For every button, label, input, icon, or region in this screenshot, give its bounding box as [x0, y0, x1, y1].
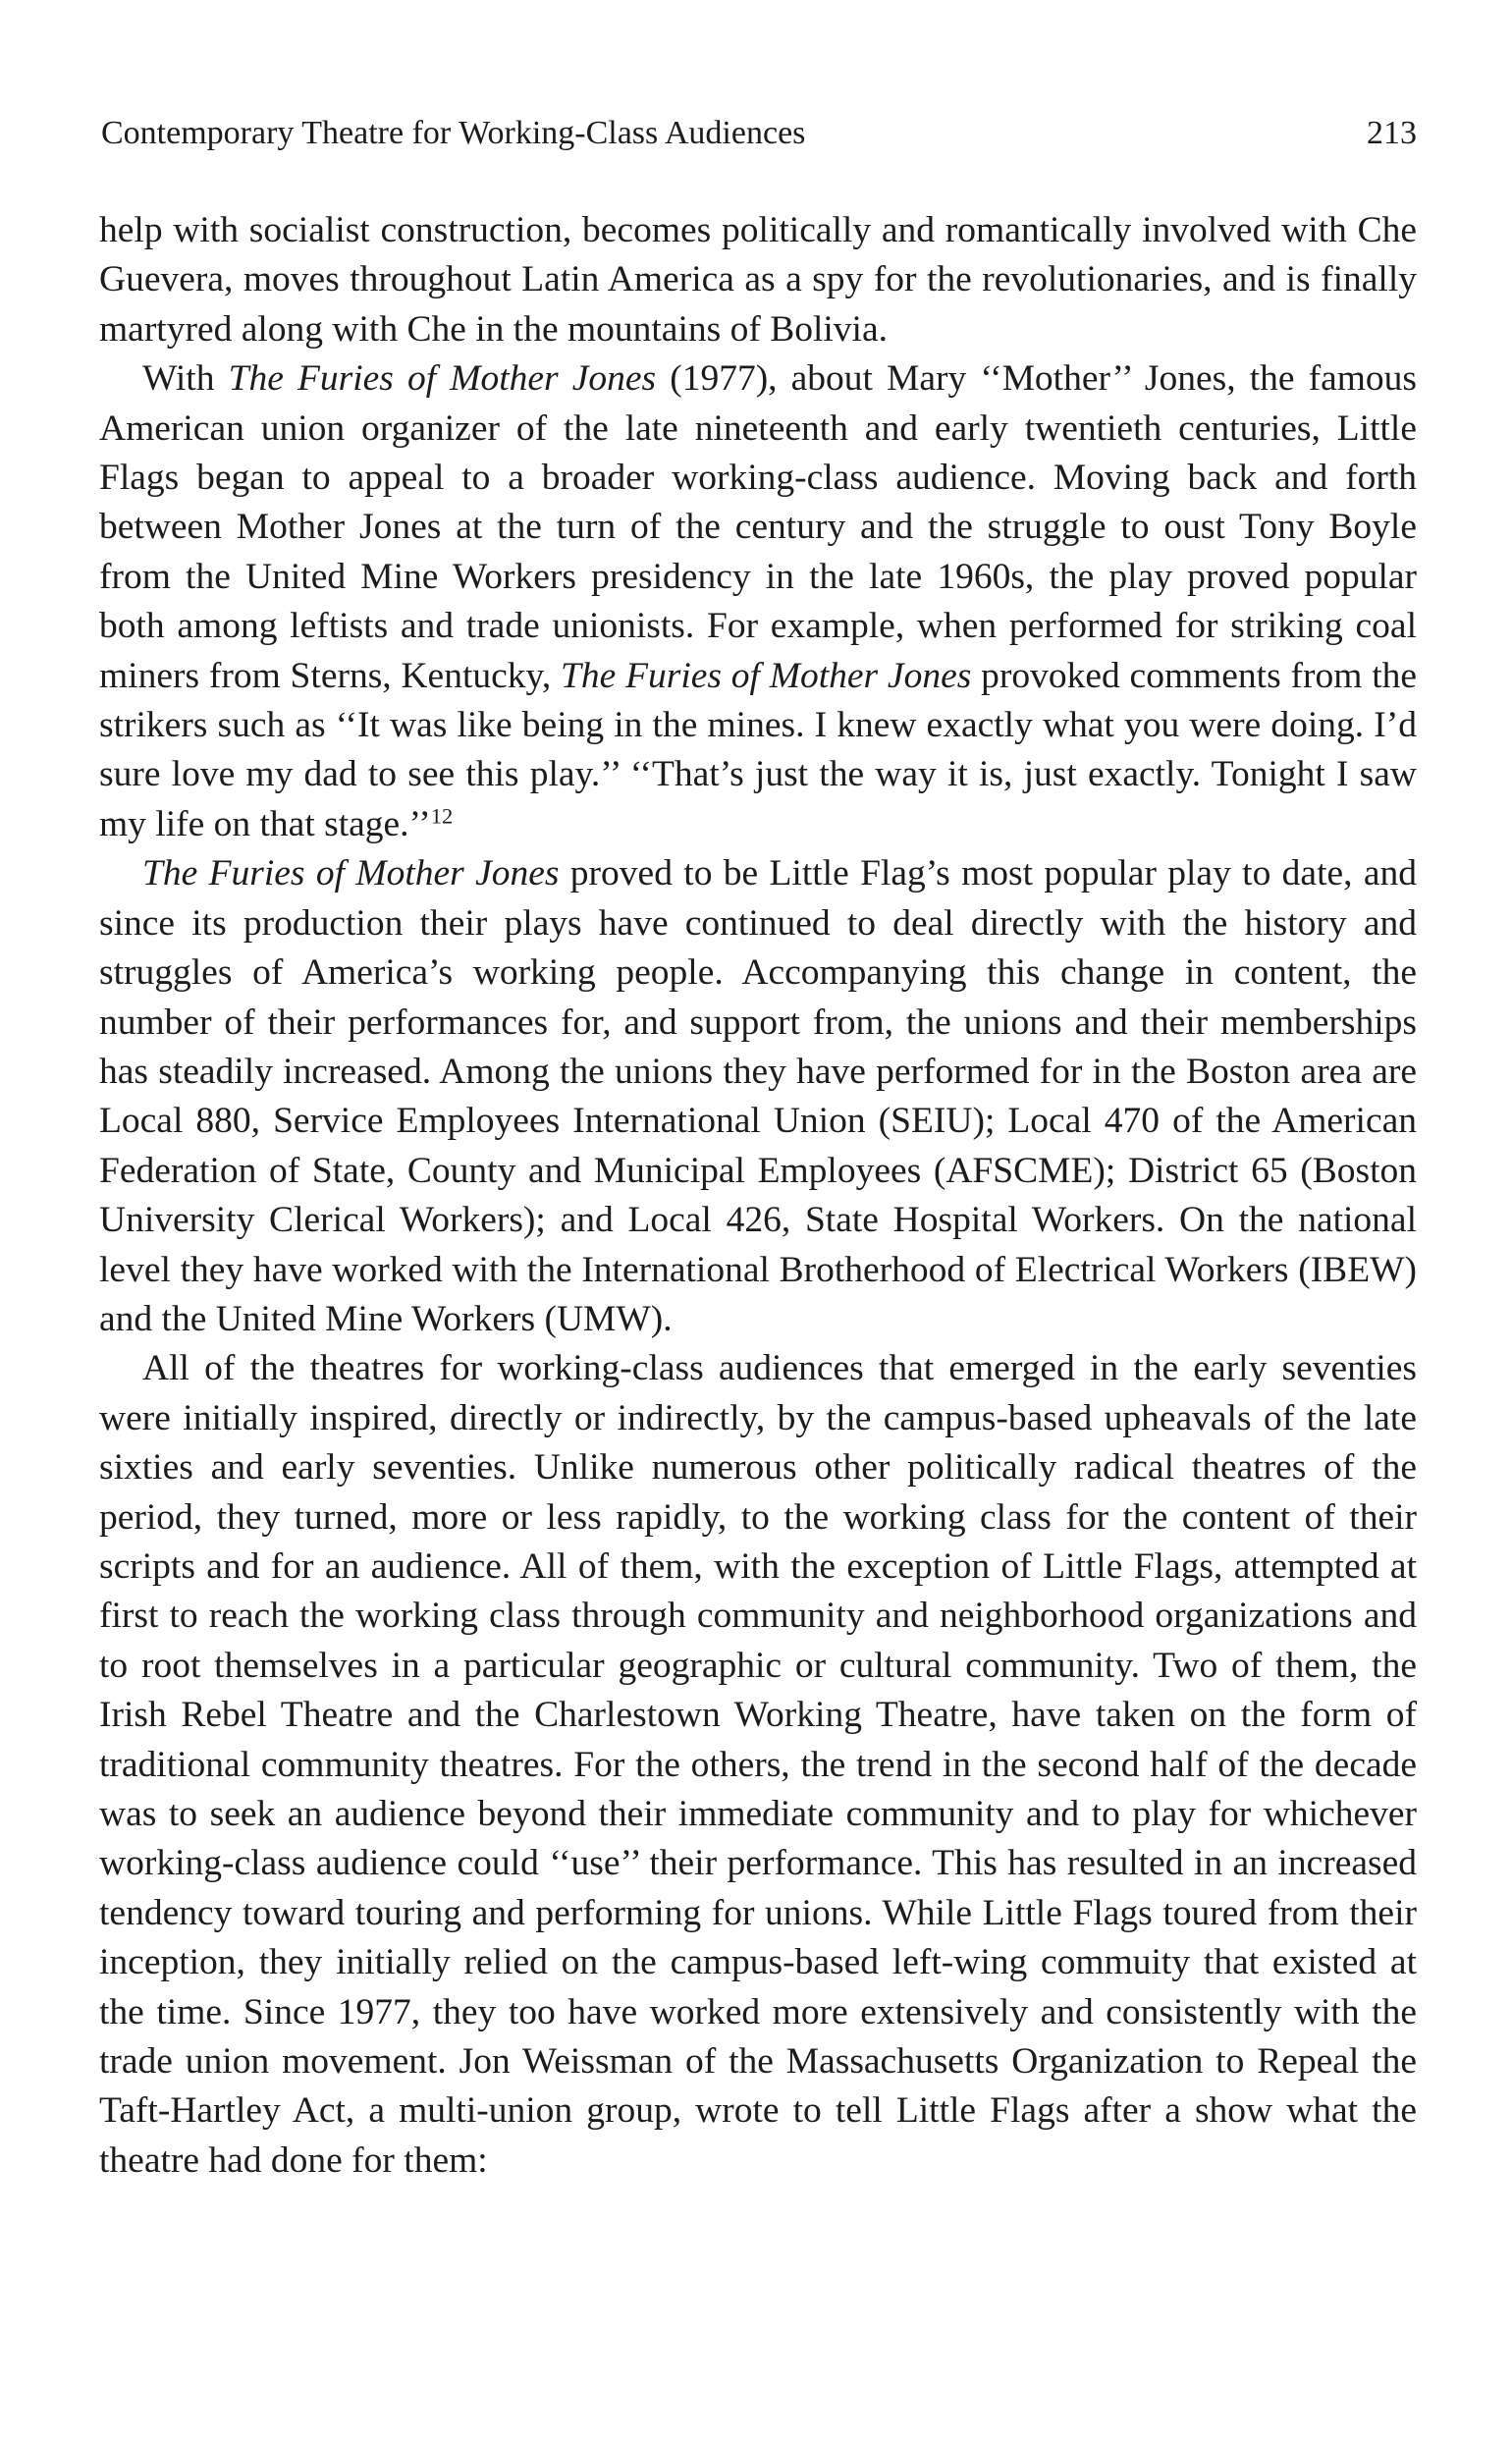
paragraph-4 — [99, 1344, 1417, 2186]
paragraph-2-text-a: (1977), about Mary ‘‘Mother’’ Jones, the famous American union organizer of the late nineteenth and early twentieth centuries, Little Flags began to appeal to a broader working-class audience. Moving back and forth between Mother Jones at the turn of the century and the struggle to oust Tony Boyle from the United Mine Workers presidency in the late 1960s, the play proved popular both among leftists and trade unionists. For example, when performed for striking coal miners from Sterns, Kentucky, — [99, 358, 1418, 696]
running-header — [101, 110, 1417, 157]
running-title: Contemporary Theatre for Working-Class Audiences — [101, 115, 806, 151]
page-number: 213 — [1367, 115, 1417, 151]
paragraph-1 — [99, 206, 1417, 354]
play-title: The Furies of Mother Jones — [142, 853, 560, 894]
paragraph-3 — [99, 849, 1417, 1344]
play-title: The Furies of Mother Jones — [228, 358, 657, 400]
paragraph-2 — [99, 354, 1417, 849]
paragraph-2-text-b: provoked comments from the strikers such as ‘‘It was like being in the mines. I knew exactly what you were doing. I’d sure love my dad to see this play.’’ ‘‘That’s just the way it is, just exactly. Tonight I saw my life on that stage.’’ — [99, 655, 1418, 844]
paragraph-2-lead: With — [142, 358, 229, 400]
paragraph-4-text: All of the theatres for working-class audiences that emerged in the early seventies were initially inspired, directly or indirectly, by the campus-based upheavals of the late sixties and early seventies. Unlike numerous other politically radical theatres of the period, they turned, more or less rapidly, to the working class for the content of their scripts and for an audience. All of them, with the exception of Little Flags, attempted at first to reach the working class through community and neighborhood organizations and to root themselves in a particular geographic or cultural community. Two of them, the Irish Rebel Theatre and the Charlestown Working Theatre, have taken on the form of traditional community theatres. For the others, the trend in the second half of the decade was to seek an audience beyond their immediate community and to play for whichever working-class audience could ‘‘use’’ their performance. This has resulted in an increased tendency toward touring and performing for unions. While Little Flags toured from their inception, they initially relied on the campus-based left-wing commuity that existed at the time. Since 1977, they too have worked more extensively and consistently with the trade union movement. Jon Weissman of the Massachusetts Organization to Repeal the Taft-Hartley Act, a multi-union group, wrote to tell Little Flags after a show what the theatre had done for them: — [99, 1348, 1417, 2181]
paragraph-3-text: proved to be Little Flag’s most popular play to date, and since its production their plays have continued to deal directly with the history and struggles of America’s working people. Accompanying this change in content, the number of their performances for, and support from, the unions and their memberships has steadily increased. Among the unions they have performed for in the Boston area are Local 880, Service Employees International Union (SEIU); Local 470 of the American Federation of State, County and Municipal Employees (AFSCME); District 65 (Boston University Clerical Workers); and Local 426, State Hospital Workers. On the national level they have worked with the International Brotherhood of Electrical Workers (IBEW) and the United Mine Workers (UMW). — [99, 853, 1417, 1339]
footnote-reference: 12 — [430, 803, 454, 829]
play-title: The Furies of Mother Jones — [561, 655, 972, 696]
paragraph-1-text: help with socialist construction, becomes politically and romantically involved with Che Guevera, moves throughout Latin America as a spy for the revolutionaries, and is finally martyred along with Che in the mountains of Bolivia. — [99, 210, 1417, 350]
body-text — [99, 206, 1417, 2186]
